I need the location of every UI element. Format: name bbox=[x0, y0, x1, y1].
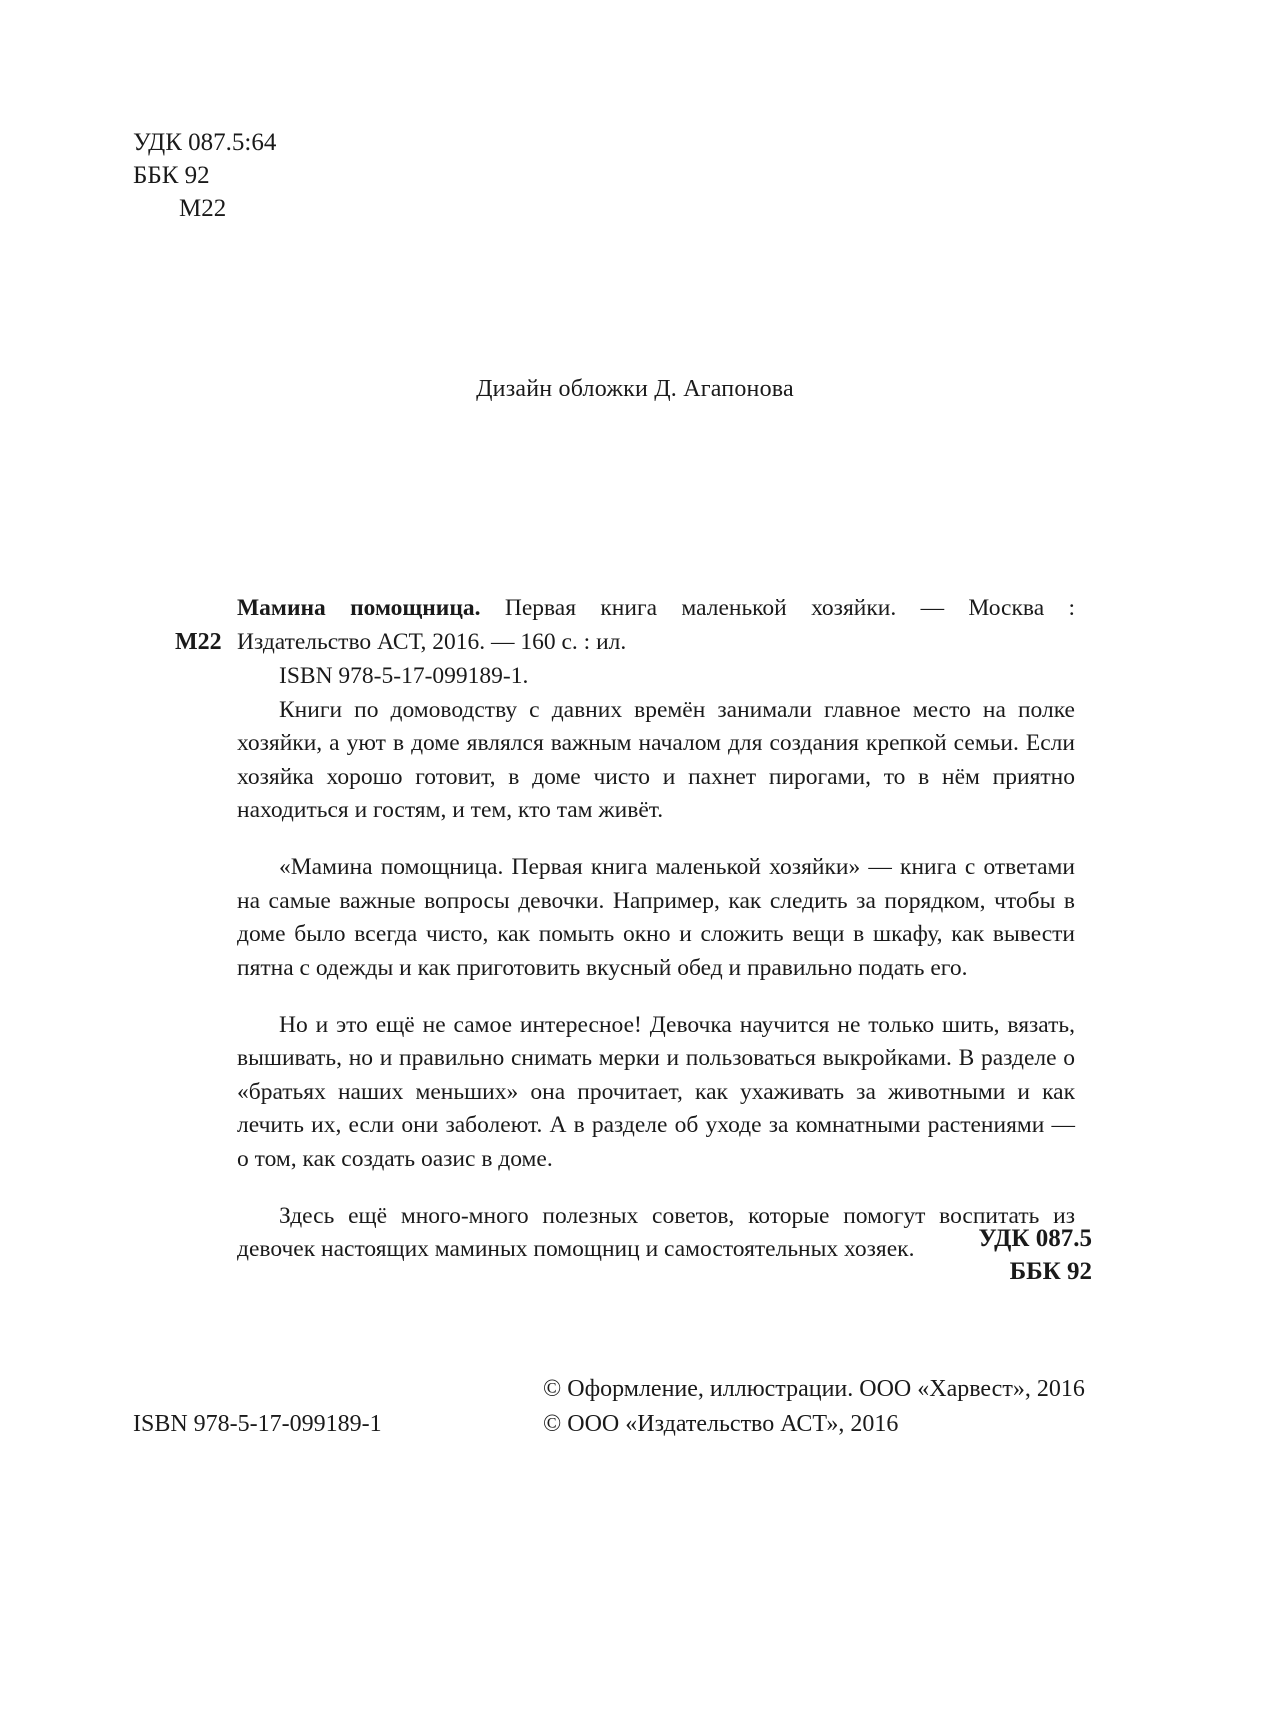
cover-designer-credit: Дизайн обложки Д. Агапонова bbox=[476, 376, 794, 402]
annotation-title-line bbox=[237, 592, 1075, 626]
book-title: Мамина помощница. bbox=[237, 595, 481, 621]
annotation-paragraph: Книги по домоводству с давних времён занимали главное место на полке хозяйки, а уют в доме являлся важным началом для создания крепкой семьи. Если хозяйка хорошо готовит, в доме чисто и пахнет пирогами, то в нём приятно находиться и гостям, и тем, кто там живёт. bbox=[237, 696, 1075, 823]
udk-code: УДК 087.5:64 bbox=[133, 129, 277, 156]
annotation-paragraph: Здесь ещё много-много полезных советов, которые помогут воспитать из девочек настоящих маминых помощниц и самостоятельных хозяек. bbox=[237, 1202, 1075, 1262]
udk-code-right: УДК 087.5 bbox=[978, 1225, 1092, 1252]
copyright-publisher: © ООО «Издательство АСТ», 2016 bbox=[543, 1411, 899, 1437]
annotation-header bbox=[175, 592, 1075, 660]
classification-block bbox=[133, 126, 276, 225]
footer-isbn: ISBN 978-5-17-099189-1 bbox=[133, 1411, 382, 1437]
annotation-paragraph: «Мамина помощница. Первая книга маленькой хозяйки» — книга с ответами на самые важные вопросы девочки. Например, как следить за порядком, чтобы в доме было всегда чисто, как помыть окно и сложить вещи в шкафу, как вывести пятна с одежды и как приготовить вкусный обед и правильно подать его. bbox=[237, 854, 1075, 981]
annotation-isbn: ISBN 978-5-17-099189-1. bbox=[279, 663, 529, 689]
udk-bbk-right-block bbox=[978, 1222, 1092, 1288]
annotation-imprint-line: Издательство АСТ, 2016. — 160 с. : ил. bbox=[237, 628, 627, 655]
copyright-design: © Оформление, иллюстрации. ООО «Харвест», 2016 bbox=[543, 1376, 1085, 1402]
footer-block bbox=[133, 1372, 1137, 1442]
book-subtitle-place: Первая книга маленькой хозяйки. — Москва : bbox=[504, 595, 1076, 621]
cip-annotation-block bbox=[175, 592, 1075, 1290]
footer-rows bbox=[133, 1372, 1137, 1442]
author-sign-code: М22 bbox=[179, 195, 227, 222]
bbk-code-right: ББК 92 bbox=[1009, 1258, 1092, 1285]
annotation-paragraph: Но и это ещё не самое интересное! Девочка научится не только шить, вязать, вышивать, но и правильно снимать мерки и пользоваться выкройками. В разделе о «братьях наших меньших» она прочитает, как ухаживать за животными и как лечить их, если они заболеют. А в разделе об уходе за комнатными растениями — о том, как создать оазис в доме. bbox=[237, 1011, 1075, 1172]
annotation-header-text bbox=[237, 592, 1075, 659]
bbk-code: ББК 92 bbox=[133, 162, 210, 189]
annotation-sidehead: М22 bbox=[175, 629, 222, 655]
